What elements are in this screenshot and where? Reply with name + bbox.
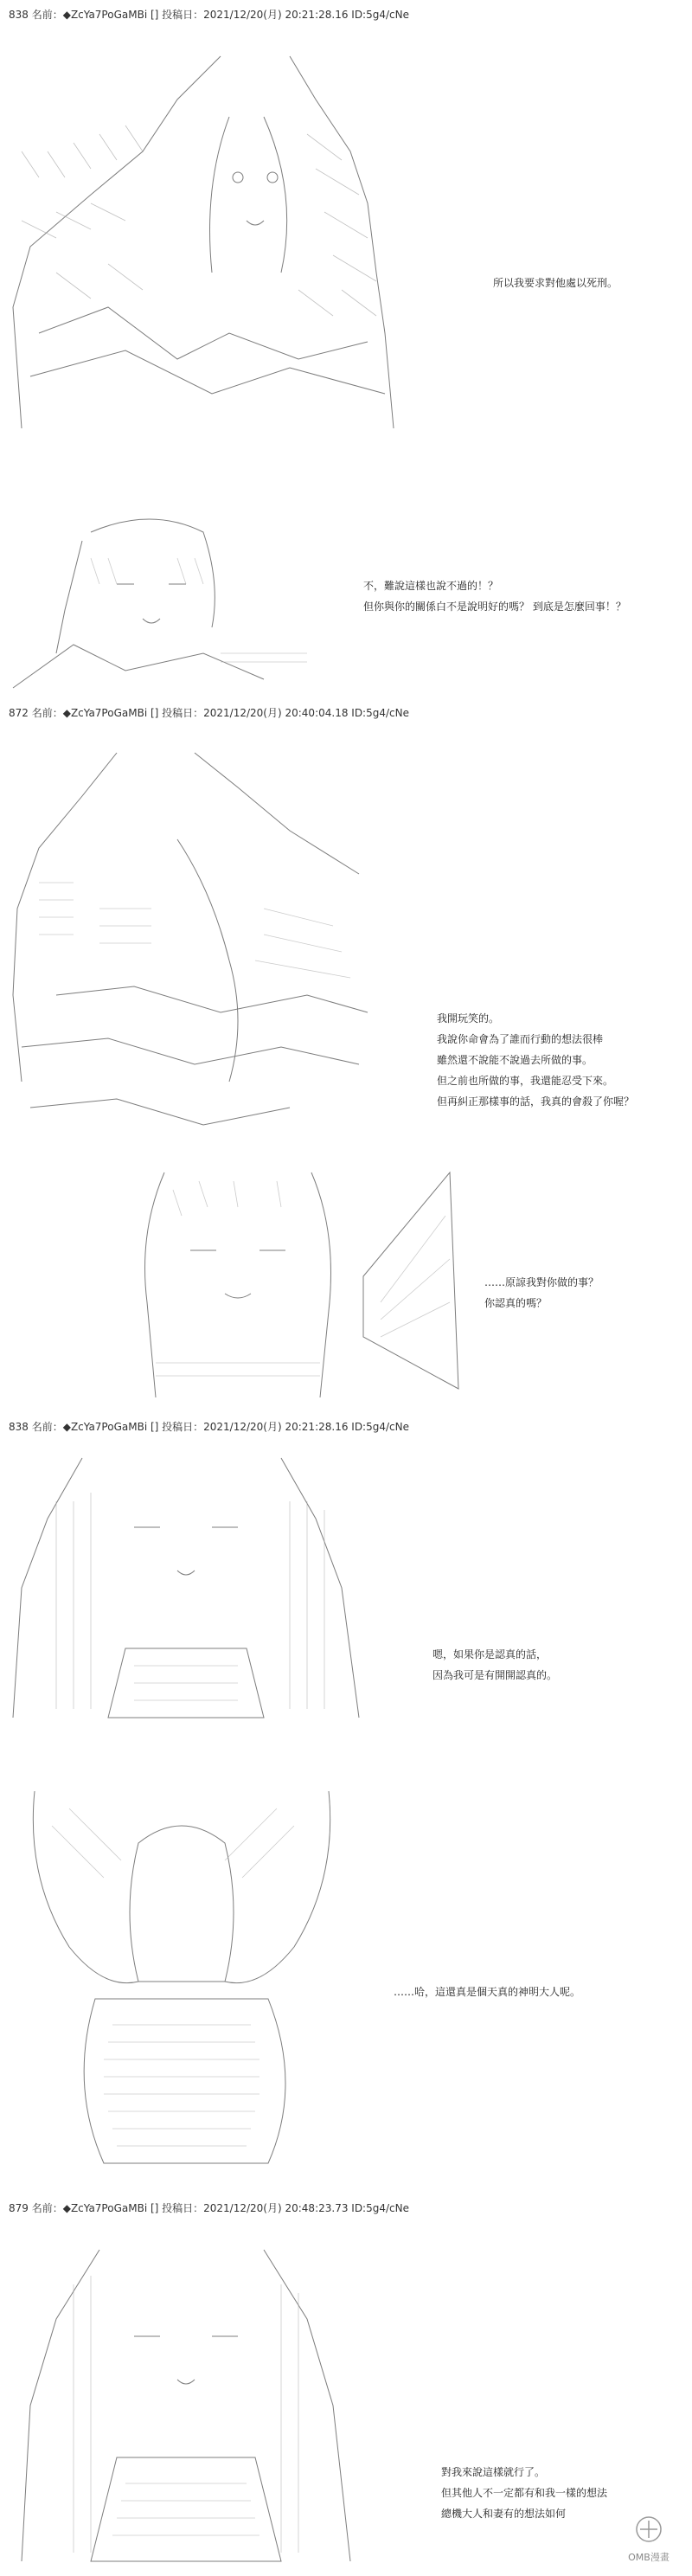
speech-block bbox=[493, 273, 618, 293]
speech-line: ……原諒我對你做的事？ bbox=[484, 1276, 599, 1288]
speech-block bbox=[432, 1644, 557, 1686]
speech-line: 總機大人和妻有的想法如何 bbox=[441, 2508, 567, 2520]
ascii-art-figure bbox=[104, 1164, 467, 1406]
post-header: 872 名前：◆ZcYa7PoGaMBi [] 投稿日：2021/12/20(月) 20:40:04.18 ID:5g4/cNe bbox=[9, 707, 409, 719]
ascii-art-figure bbox=[4, 1449, 368, 1726]
speech-block bbox=[363, 575, 626, 617]
speech-line: 但之前也所做的事，我還能忍受下來。 bbox=[437, 1075, 614, 1087]
speech-line: 但其他人不一定都有和我一樣的想法 bbox=[441, 2487, 608, 2499]
post-header: 838 名前：◆ZcYa7PoGaMBi [] 投稿日：2021/12/20(月) 20:21:28.16 ID:5g4/cNe bbox=[9, 9, 409, 21]
ascii-art-figure bbox=[4, 736, 376, 1142]
speech-line: 因為我可是有開開認真的。 bbox=[432, 1669, 558, 1681]
watermark-logo-icon bbox=[614, 2509, 683, 2569]
ascii-art-figure bbox=[17, 1774, 346, 2172]
speech-block bbox=[441, 2462, 607, 2524]
speech-line: 所以我要求對他處以死刑。 bbox=[493, 277, 618, 289]
watermark-text: OMB漫畫 bbox=[628, 2552, 670, 2563]
ascii-art-figure bbox=[4, 506, 316, 692]
ascii-art-figure bbox=[4, 48, 402, 454]
speech-line: 雖然還不說能不說過去所做的事。 bbox=[437, 1054, 593, 1066]
speech-line: 我開玩笑的。 bbox=[437, 1012, 500, 1025]
speech-line: 嗯，如果你是認真的話， bbox=[432, 1648, 548, 1661]
speech-block bbox=[394, 1982, 580, 2002]
speech-line: 對我來說這樣就行了。 bbox=[441, 2466, 546, 2478]
speech-line: 我說你命會為了誰而行動的想法很棒 bbox=[437, 1033, 604, 1045]
speech-block bbox=[437, 1008, 634, 1112]
speech-line: 不，難說這樣也說不過的！？ bbox=[363, 580, 499, 592]
speech-line: 你認真的嗎？ bbox=[484, 1297, 548, 1309]
speech-block bbox=[484, 1272, 599, 1314]
ascii-art-figure bbox=[4, 2232, 368, 2570]
speech-line: 但你與你的關係白不是說明好的嗎？ 到底是怎麼回事！？ bbox=[363, 601, 626, 613]
post-header: 838 名前：◆ZcYa7PoGaMBi [] 投稿日：2021/12/20(月) 20:21:28.16 ID:5g4/cNe bbox=[9, 1421, 409, 1433]
speech-line: ……哈，這還真是個天真的神明大人呢。 bbox=[394, 1986, 581, 1998]
speech-line: 但再糾正那樣事的話，我真的會殺了你喔？ bbox=[437, 1095, 635, 1108]
post-header: 879 名前：◆ZcYa7PoGaMBi [] 投稿日：2021/12/20(月) 20:48:23.73 ID:5g4/cNe bbox=[9, 2202, 409, 2214]
